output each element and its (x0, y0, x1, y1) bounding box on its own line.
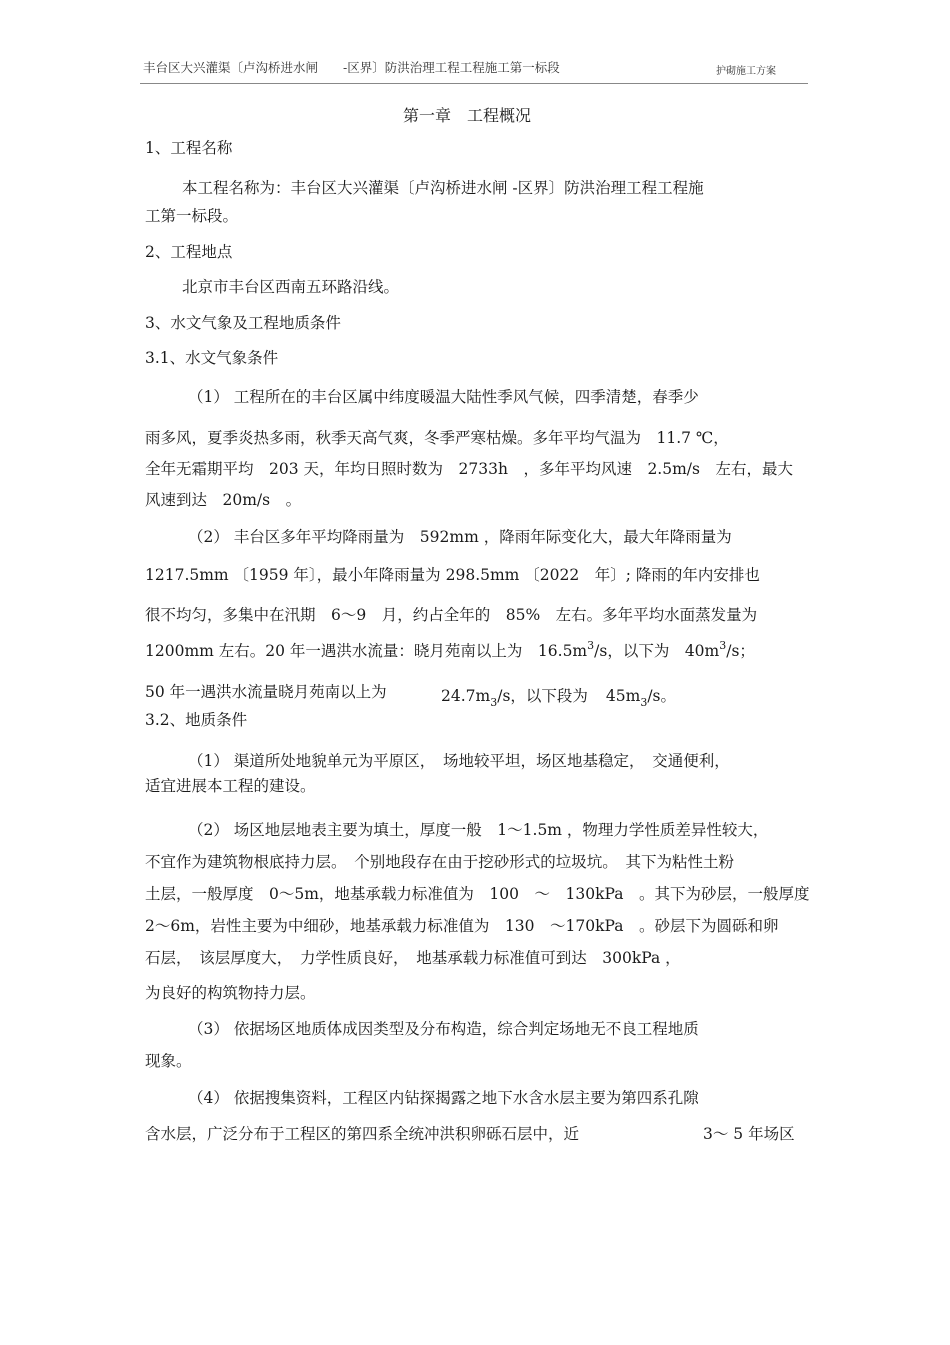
header-left-a: 丰台区大兴灌渠〔卢沟桥进水闸 (143, 60, 319, 75)
text-line: 1217.5mm 〔1959 年〕，最小年降雨量为 298.5mm 〔2022 年〕; 降雨的年内安排也 (145, 566, 760, 584)
heading-3: 3、水文气象及工程地质条件 (145, 314, 341, 332)
text-line: 全年无霜期平均 203 天，年均日照时数为 2733h ，多年平均风速 2.5m/s 左右，最大 (145, 460, 793, 478)
text-line: 2～6m，岩性主要为中细砂，地基承载力标准值为 130 ～170kPa 。砂层下为圆砾和卵 (145, 917, 779, 935)
text-line: 雨多风，夏季炎热多雨，秋季天高气爽，冬季严寒枯燥。多年平均气温为 11.7 ℃， (145, 429, 729, 447)
text-line: 3～ 5 年场区 (703, 1125, 795, 1143)
text-line (441, 686, 676, 713)
text-line: 本工程名称为：丰台区大兴灌渠〔卢沟桥进水闸 -区界〕防洪治理工程工程施 (182, 179, 704, 197)
heading-3-1: 3.1、水文气象条件 (145, 349, 279, 367)
text-line: 为良好的构筑物持力层。 (145, 984, 316, 1002)
heading-1: 1、工程名称 (145, 139, 233, 157)
heading-3-2: 3.2、地质条件 (145, 711, 248, 729)
text-segment: /s。 (647, 687, 677, 705)
text-line: （4） 依据搜集资料，工程区内钻探揭露之地下水含水层主要为第四系孔隙 (188, 1089, 699, 1107)
text-line: 风速到达 20m/s 。 (145, 491, 302, 509)
text-line: （2） 丰台区多年平均降雨量为 592mm ，降雨年际变化大，最大年降雨量为 (188, 528, 732, 546)
text-segment: /s； (726, 642, 755, 660)
text-line: （3） 依据场区地质体成因类型及分布构造，综合判定场地无不良工程地质 (188, 1020, 699, 1038)
text-line: 含水层，广泛分布于工程区的第四系全统冲洪积卵砾石层中，近 (145, 1125, 580, 1143)
subscript-3: 3 (490, 696, 498, 709)
heading-2: 2、工程地点 (145, 243, 233, 261)
text-segment: /s，以下段为 (497, 687, 588, 705)
text-line: 土层，一般厚度 0～5m，地基承载力标准值为 100 ～ 130kPa 。其下为砂层，一般厚度 (145, 885, 810, 903)
text-segment: /s，以下为 40m (594, 642, 720, 660)
text-segment: 24.7m (441, 687, 491, 705)
text-line: 石层， 该层厚度大， 力学性质良好， 地基承载力标准值可到达 300kPa ， (145, 949, 681, 967)
text-line: （1） 渠道所处地貌单元为平原区， 场地较平坦，场区地基稳定， 交通便利， (188, 752, 730, 770)
text-line: 工第一标段。 (145, 207, 239, 225)
superscript-3: 3 (719, 639, 727, 652)
text-segment: 45m (605, 687, 641, 705)
text-line: （2） 场区地层地表主要为填土，厚度一般 1～1.5m ，物理力学性质差异性较大， (188, 821, 769, 839)
subscript-3: 3 (640, 696, 648, 709)
text-line: 现象。 (145, 1052, 192, 1070)
text-line: 50 年一遇洪水流量晓月苑南以上为 (145, 683, 387, 701)
text-segment: 1200mm 左右。20 年一遇洪水流量：晓月苑南以上为 16.5m (145, 642, 588, 660)
text-line: 北京市丰台区西南五环路沿线。 (182, 278, 400, 296)
text-line (145, 636, 755, 661)
text-line: 适宜进展本工程的建设。 (145, 777, 316, 795)
text-line: 不宜作为建筑物根底持力层。 个别地段存在由于挖砂形式的垃圾坑。 其下为粘性土粉 (145, 853, 735, 871)
superscript-3: 3 (587, 639, 595, 652)
header-right: 护砌施工方案 (716, 66, 776, 77)
header-left-b: -区界〕防洪治理工程工程施工第一标段 (343, 60, 560, 75)
text-line: 很不均匀，多集中在汛期 6～9 月，约占全年的 85% 左右。多年平均水面蒸发量为 (145, 606, 758, 624)
text-line: （1） 工程所在的丰台区属中纬度暖温大陆性季风气候，四季清楚，春季少 (188, 388, 699, 406)
chapter-title: 第一章 工程概况 (403, 106, 532, 125)
header-rule (140, 83, 808, 84)
